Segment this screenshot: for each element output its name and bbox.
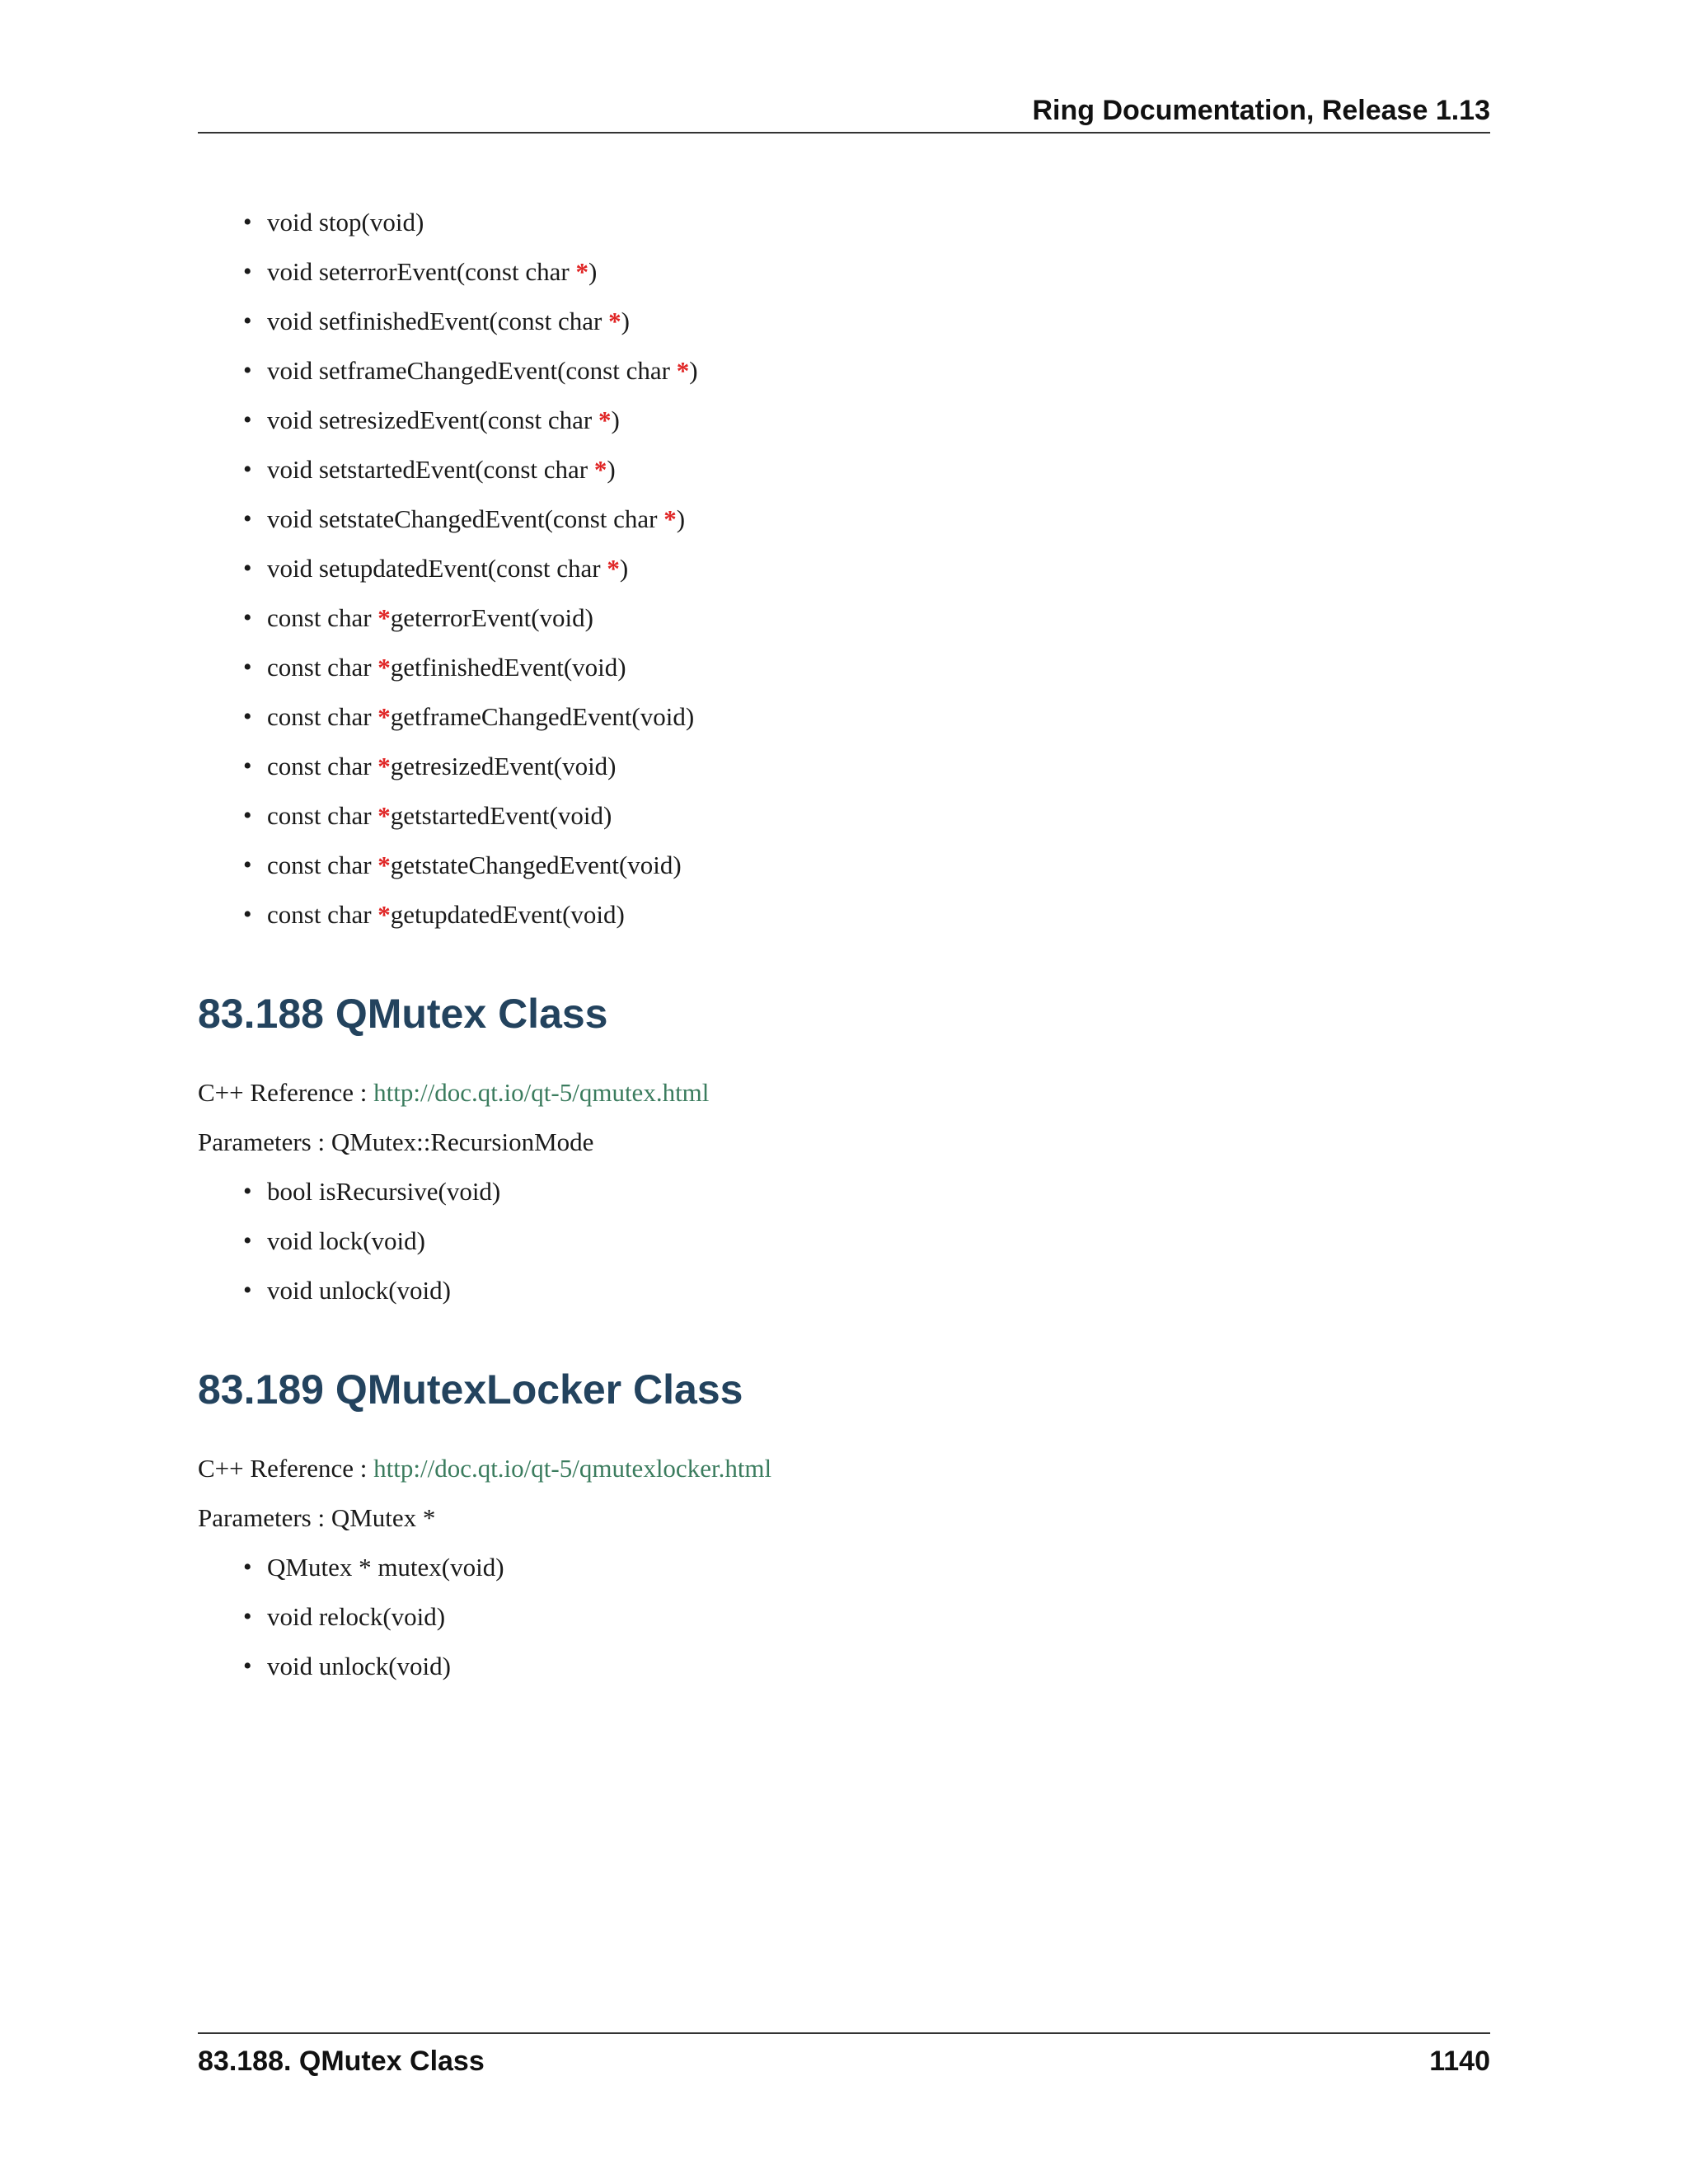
list-item: • void setresizedEvent(const char *): [198, 396, 1490, 445]
qmovie-method-list: [198, 198, 1490, 940]
pointer-star: *: [607, 554, 620, 583]
footer-section-title: 83.188. QMutex Class: [198, 2046, 485, 2077]
cpp-reference-qmutexlocker: C++ Reference : http://doc.qt.io/qt-5/qmutexlocker.html: [198, 1454, 772, 1483]
qmutexlocker-method-list: [198, 1543, 1490, 1691]
pointer-star: *: [575, 257, 588, 286]
list-item: • const char *getfinishedEvent(void): [198, 643, 1490, 692]
list-item: • void unlock(void): [198, 1642, 1490, 1691]
list-item: • void setframeChangedEvent(const char *): [198, 346, 1490, 396]
list-item: • void seterrorEvent(const char *): [198, 247, 1490, 297]
list-item: • QMutex * mutex(void): [198, 1543, 1490, 1592]
header-title: Ring Documentation, Release 1.13: [1032, 95, 1490, 126]
pointer-star: *: [377, 653, 391, 682]
list-item: • void stop(void): [198, 198, 1490, 247]
pointer-star: *: [377, 851, 391, 879]
pointer-star: *: [377, 801, 391, 830]
list-item: • void setstartedEvent(const char *): [198, 445, 1490, 494]
qmutex-method-list: [198, 1167, 1490, 1315]
main-content: [198, 198, 1490, 1691]
list-item: • void relock(void): [198, 1592, 1490, 1642]
pointer-star: *: [593, 455, 607, 484]
pointer-star: *: [377, 900, 391, 929]
list-item: • const char *getupdatedEvent(void): [198, 890, 1490, 940]
reference-link-qmutexlocker[interactable]: http://doc.qt.io/qt-5/qmutexlocker.html: [373, 1454, 772, 1483]
parameters-qmutexlocker: Parameters : QMutex *: [198, 1503, 436, 1532]
list-item: • const char *getstartedEvent(void): [198, 791, 1490, 841]
list-item: • const char *getstateChangedEvent(void): [198, 841, 1490, 890]
page-number: 1140: [1429, 2046, 1490, 2077]
pointer-star: *: [663, 504, 677, 533]
reference-link-qmutex[interactable]: http://doc.qt.io/qt-5/qmutex.html: [373, 1078, 710, 1107]
list-item: • void unlock(void): [198, 1266, 1490, 1315]
list-item: • const char *getframeChangedEvent(void): [198, 692, 1490, 742]
pointer-star: *: [377, 603, 391, 632]
list-item: • const char *getresizedEvent(void): [198, 742, 1490, 791]
page-header: [198, 89, 1490, 134]
section-title-qmutexlocker: 83.189 QMutexLocker Class: [198, 1366, 743, 1413]
list-item: • void setstateChangedEvent(const char *): [198, 494, 1490, 544]
pointer-star: *: [377, 752, 391, 780]
list-item: • void setupdatedEvent(const char *): [198, 544, 1490, 593]
list-item: • const char *geterrorEvent(void): [198, 593, 1490, 643]
pointer-star: *: [598, 405, 612, 434]
parameters-qmutex: Parameters : QMutex::RecursionMode: [198, 1127, 594, 1156]
list-item: • void setfinishedEvent(const char *): [198, 297, 1490, 346]
list-item: • void lock(void): [198, 1216, 1490, 1266]
section-title-qmutex: 83.188 QMutex Class: [198, 991, 608, 1037]
pointer-star: *: [608, 307, 621, 335]
page-footer: [198, 2032, 1490, 2085]
cpp-reference-qmutex: C++ Reference : http://doc.qt.io/qt-5/qmutex.html: [198, 1078, 710, 1107]
list-item: • bool isRecursive(void): [198, 1167, 1490, 1216]
pointer-star: *: [377, 702, 391, 731]
pointer-star: *: [676, 356, 690, 385]
